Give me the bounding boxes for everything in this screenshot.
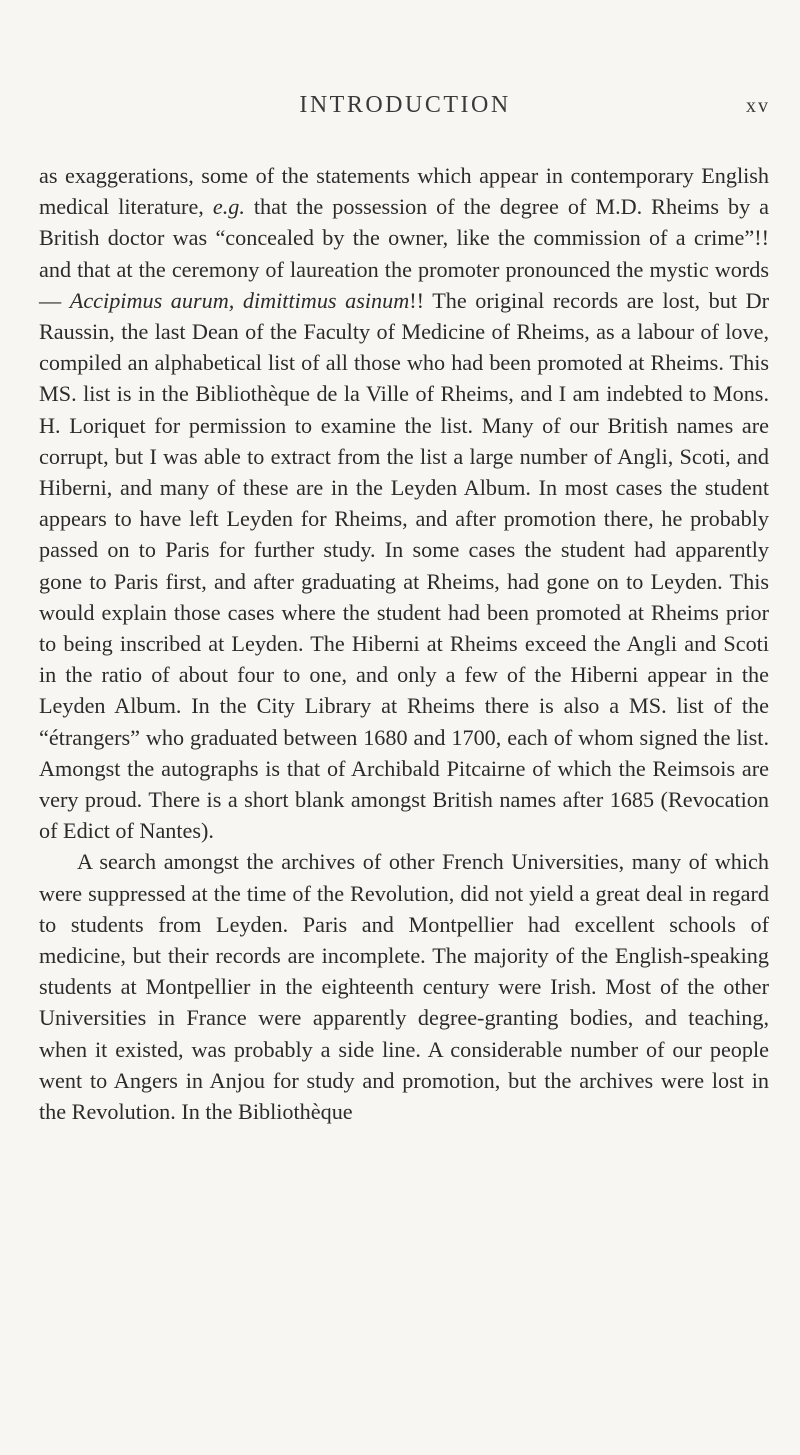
- paragraph-1-part-2: that the possession of the degree of M.D. Rheims by a British doctor was “concealed by the owner, like the commission of a crime”!! and that at the ceremony of laureation the promoter pronounced the mystic words —: [39, 194, 770, 313]
- paragraph-2: A search amongst the archives of other French Universities, many of which were suppressed at the time of the Revolution, did not yield a great deal in regard to students from Leyden. Paris and Montpellier had excellent schools of medicine, but their records are incomplete. The majority of the English-speaking students at Montpellier in the eighteenth century were Irish. Most of the other Universities in France were apparently degree-granting bodies, and teaching, when it existed, was probably a side line. A considerable number of our people went to Angers in Anjou for study and promotion, but the archives were lost in the Revolution. In the Bibliothèque: [39, 849, 769, 1125]
- paragraph-1-part-3: !! The original records are lost, but Dr Raussin, the last Dean of the Faculty of Medicine of Rheims, as a labour of love, compiled an alphabetical list of all those who had been promoted at Rheims. This MS. list is in the Bibliothèque de la Ville of Rheims, and I am indebted to Mons. H. Loriquet for permission to examine the list. Many of our British names are corrupt, but I was able to extract from the list a large number of Angli, Scoti, and Hiberni, and many of these are in the Leyden Album. In most cases the student appears to have left Leyden for Rheims, and after promotion there, he probably passed on to Paris for further study. In some cases the student had apparently gone to Paris first, and after graduating at Rheims, had gone on to Leyden. This would explain those cases where the student had been promoted at Rheims prior to being inscribed at Leyden. The Hiberni at Rheims exceed the Angli and Scoti in the ratio of about four to one, and only a few of the Hiberni appear in the Leyden Album. In the City Library at Rheims there is also a MS. list of the “étrangers” who graduated between 1680 and 1700, each of whom signed the list. Amongst the autographs is that of Archibald Pitcairne of which the Reimsois are very proud. There is a short blank amongst British names after 1685 (Revocation of Edict of Nantes).: [39, 287, 769, 844]
- paragraph-1-italic-latin: Accipimus aurum, dimittimus asinum: [69, 287, 410, 313]
- paragraph-1: [39, 160, 769, 846]
- page-header: [40, 92, 770, 132]
- paragraph-1-italic-eg: e.g.: [212, 194, 245, 220]
- paragraph-1-part-1: as exaggerations, some of the statements which appear in contemporary English medical literature,: [39, 163, 769, 220]
- body-text: [39, 160, 769, 1127]
- running-title: INTRODUCTION: [299, 92, 511, 118]
- page-number: xv: [746, 95, 770, 117]
